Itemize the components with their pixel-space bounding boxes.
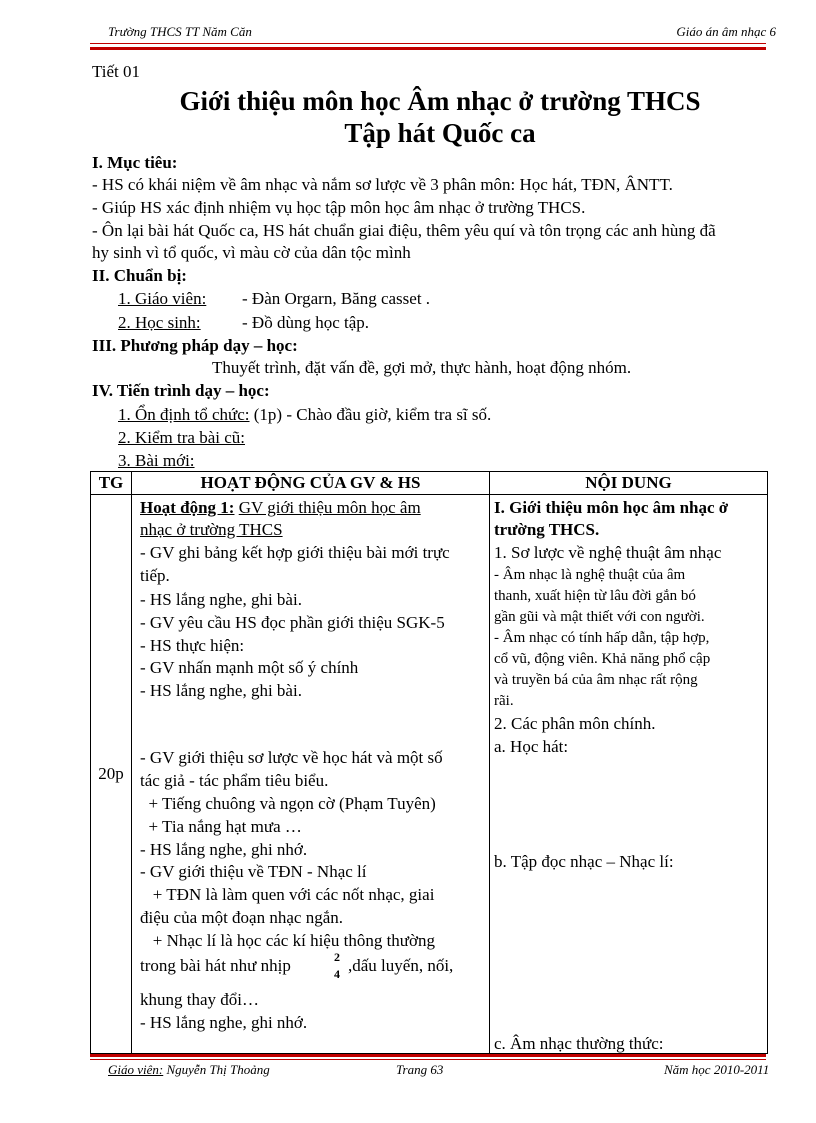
meter-line-end: ,dấu luyến, nối, [348,956,454,975]
lesson-number: Tiết 01 [92,62,141,81]
activity-line: - HS lắng nghe, ghi bài. [140,590,302,609]
content-line: thanh, xuất hiện từ lâu đời gắn bó [494,588,696,604]
activity-line: tác giả - tác phẩm tiêu biểu. [140,771,329,790]
student-label: 2. Học sinh: [118,313,201,332]
footer-teacher-name: Nguyễn Thị Thoảng [166,1062,270,1077]
footer-teacher-label: Giáo viên: [108,1062,164,1077]
footer-teacher [108,1062,270,1078]
school-name: Trường THCS TT Năm Căn [108,24,252,39]
activity-line: - HS lắng nghe, ghi bài. [140,681,302,700]
activity-line: khung thay đổi… [140,990,259,1009]
content-heading-1: I. Giới thiệu môn học âm nhạc ở [494,498,729,517]
content-sub-2: 2. Các phân môn chính. [494,714,656,733]
objective-line: - Ôn lại bài hát Quốc ca, HS hát chuẩn giai điệu, thêm yêu quí và tôn trọng các anh hùng đã [92,221,716,240]
activity-1-text-2: nhạc ở trường THCS [140,520,283,539]
activity-line: - HS lắng nghe, ghi nhớ. [140,1013,308,1032]
step-3 [118,450,195,472]
footer-school-year: Năm học 2010-2011 [664,1062,770,1077]
activity-line: + TĐN là làm quen với các nốt nhạc, giai [140,885,435,904]
teacher-prep-value: - Đàn Orgarn, Băng casset . [242,289,431,308]
activity-line: tiếp. [140,566,170,585]
step-2-label: 2. Kiểm tra bài cũ: [118,428,245,447]
time-signature-top: 2 [334,950,340,964]
section1-heading: I. Mục tiêu: [92,153,178,172]
activity-1-text: GV giới thiệu môn học âm [238,498,421,517]
section2-heading: II. Chuẩn bị: [92,266,187,285]
tg-value: 20p [98,764,124,783]
content-line: cổ vũ, động viên. Khả năng phổ cập [494,651,711,667]
footer-page-number: Trang 63 [396,1062,444,1077]
header-rule-thick [90,47,766,50]
student-prep-label [118,312,201,334]
activity-line: - GV yêu cầu HS đọc phần giới thiệu SGK-5 [140,613,445,632]
activity-line: - GV giới thiệu sơ lược về học hát và một số [140,748,443,767]
header-rule-thin [90,43,766,44]
activity-1-heading [140,497,421,519]
section4-heading: IV. Tiến trình dạy – học: [92,381,270,400]
content-line: - Âm nhạc là nghệ thuật của âm [494,567,686,583]
footer-rule-thin [90,1059,766,1060]
step-1-label: 1. Ổn định tổ chức: [118,405,250,424]
step-1-value: (1p) - Chào đầu giờ, kiểm tra sĩ số. [253,405,492,424]
teacher-prep-label [118,288,206,310]
content-line: - Âm nhạc có tính hấp dẫn, tập hợp, [494,630,710,646]
activity-line: + Tiếng chuông và ngọn cờ (Phạm Tuyên) [140,794,436,813]
content-cell [490,495,768,1054]
footer-rule-thick [90,1054,766,1057]
lesson-table [90,471,768,1054]
section3-heading: III. Phương pháp dạy – học: [92,336,298,355]
activity-1-label: Hoạt động 1: [140,498,235,517]
content-line: và truyền bá của âm nhạc rất rộng [494,672,698,688]
activity-line: + Nhạc lí là học các kí hiệu thông thường [140,931,435,950]
activity-line: - GV nhấn mạnh một số ý chính [140,658,359,677]
tg-cell [91,495,132,1054]
content-heading-2: trường THCS. [494,520,600,539]
student-prep-value: - Đồ dùng học tập. [242,313,370,332]
step-1 [118,404,491,426]
content-line: gần gũi và mật thiết với con người. [494,609,705,625]
col-tg-header: TG [91,472,132,495]
col-activity-header: HOẠT ĐỘNG CỦA GV & HS [132,472,490,495]
step-2 [118,427,245,449]
method-text: Thuyết trình, đặt vấn đề, gợi mở, thực hành, hoạt động nhóm. [212,358,632,377]
content-item-a: a. Học hát: [494,737,569,756]
step-3-label: 3. Bài mới: [118,451,195,470]
objective-line: - Giúp HS xác định nhiệm vụ học tập môn học âm nhạc ở trường THCS. [92,198,586,217]
activity-line: - HS lắng nghe, ghi nhớ. [140,840,308,859]
activity-line: + Tia nắng hạt mưa … [140,817,302,836]
teacher-label: 1. Giáo viên: [118,289,207,308]
title-line-1: Giới thiệu môn học Âm nhạc ở trường THCS [179,86,701,116]
activity-line: điệu của một đoạn nhạc ngắn. [140,908,343,927]
table-header-row [91,472,768,495]
meter-line-start: trong bài hát như nhịp [140,956,291,975]
content-item-c: c. Âm nhạc thường thức: [494,1034,664,1053]
col-content-header: NỘI DUNG [490,472,768,495]
time-signature-bottom: 4 [334,967,340,981]
objective-line: hy sinh vì tổ quốc, vì màu cờ của dân tộc mình [92,243,411,262]
subject-name: Giáo án âm nhạc 6 [676,24,776,39]
activity-line: - GV giới thiệu về TĐN - Nhạc lí [140,862,367,881]
activity-line: - HS thực hiện: [140,636,245,655]
activity-line: - GV ghi bảng kết hợp giới thiệu bài mới trực [140,543,450,562]
activity-cell [132,495,490,1054]
table-row [91,495,768,1054]
title-line-2: Tập hát Quốc ca [344,118,536,148]
content-line: rãi. [494,693,514,709]
objective-line: - HS có khái niệm về âm nhạc và nắm sơ lược về 3 phân môn: Học hát, TĐN, ÂNTT. [92,175,673,194]
content-sub-1: 1. Sơ lược về nghệ thuật âm nhạc [494,543,722,562]
content-item-b: b. Tập đọc nhạc – Nhạc lí: [494,852,674,871]
